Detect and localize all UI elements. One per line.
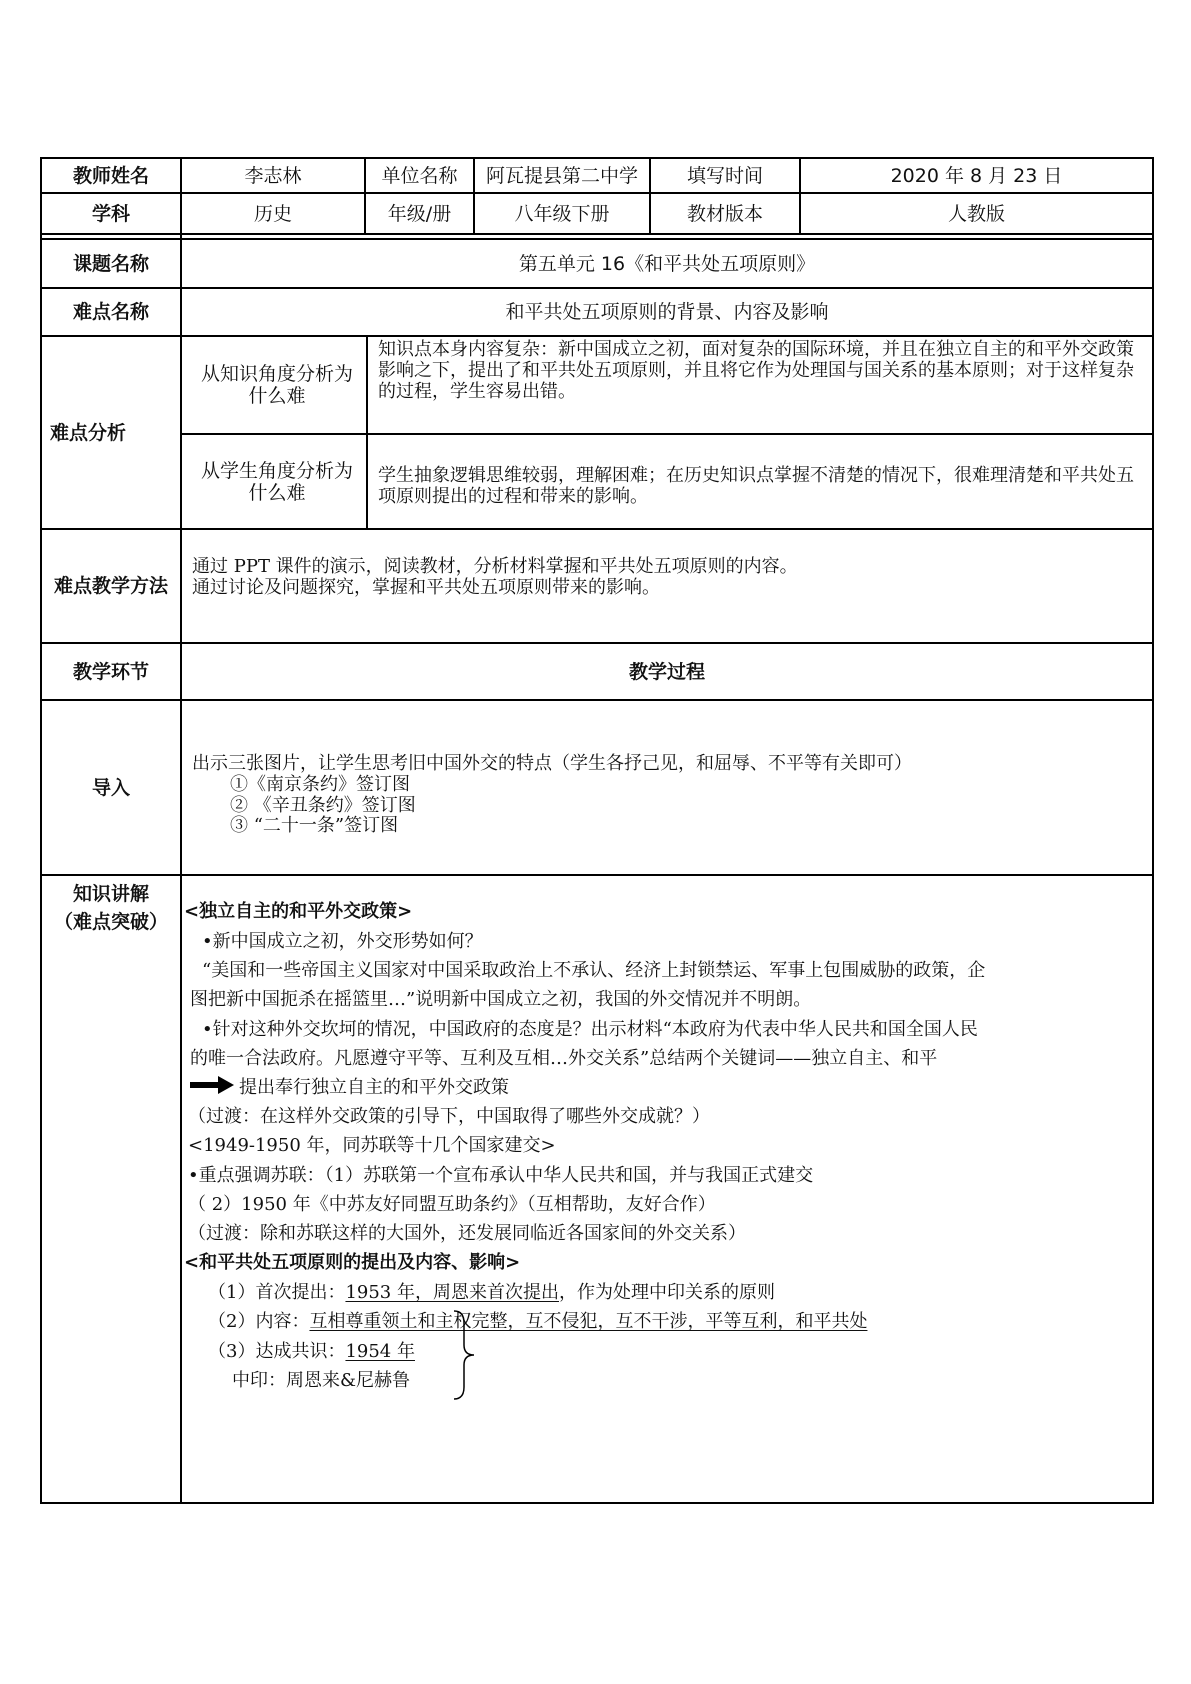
knowledge-angle-text: 知识点本身内容复杂：新中国成立之初，面对复杂的国际环境，并且在独立自主的和平外交政策影响之下，提出了和平共处五项原则，并且将它作为处理国与国关系的基本原则；对于这样复杂的过程，学生容易出错。 bbox=[378, 339, 1134, 402]
analysis-label: 难点分析 bbox=[50, 421, 127, 444]
principle-point-2 bbox=[208, 1307, 867, 1333]
brace-icon bbox=[452, 1309, 476, 1401]
principle-point-4: 中印：周恩来&尼赫鲁 bbox=[232, 1370, 411, 1391]
principle-point-2-underlined: 互相尊重领土和主权完整，互不侵犯，互不干涉，平等互利，和平共处 bbox=[309, 1311, 868, 1332]
right-arrow-icon bbox=[190, 1076, 234, 1094]
table-border bbox=[42, 874, 1152, 876]
quote-line-1: “美国和一些帝国主义国家对中国采取政治上不承认、经济上封锁禁运、军事上包围威胁的政策，企 bbox=[202, 960, 986, 981]
transition-1: （过渡：在这样外交政策的引导下，中国取得了哪些外交成就？） bbox=[188, 1106, 710, 1127]
student-angle-text: 学生抽象逻辑思维较弱，理解困难；在历史知识点掌握不清楚的情况下，很难理清楚和平共处五项原则提出的过程和带来的影响。 bbox=[378, 465, 1134, 507]
grade-value: 八年级下册 bbox=[514, 202, 610, 225]
section-heading-independent-policy: <独立自主的和平外交政策> bbox=[184, 901, 413, 922]
principle-point-3-prefix: （3）达成共识： bbox=[208, 1341, 346, 1362]
teacher-label: 教师姓名 bbox=[72, 164, 149, 187]
question-government-attitude-line-2: 的唯一合法政府。凡愿遵守平等、互利及互相…外交关系”总结两个关键词——独立自主、和平 bbox=[190, 1048, 938, 1069]
transition-2: （过渡：除和苏联这样的大国外，还发展同临近各国家间的外交关系） bbox=[188, 1223, 746, 1244]
lecture-label-line-1: 知识讲解 bbox=[72, 883, 149, 905]
teacher-value: 李志林 bbox=[244, 164, 302, 187]
difficulty-label: 难点名称 bbox=[72, 301, 149, 323]
intro-item-1: ①《南京条约》签订图 bbox=[230, 774, 410, 795]
topic-value: 第五单元 16《和平共处五项原则》 bbox=[518, 252, 816, 275]
section-heading-five-principles: <和平共处五项原则的提出及内容、影响> bbox=[184, 1252, 521, 1273]
question-diplomatic-situation: •新中国成立之初，外交形势如何？ bbox=[202, 931, 483, 952]
subject-value: 历史 bbox=[253, 202, 292, 225]
edition-value: 人教版 bbox=[947, 202, 1005, 225]
soviet-point-2: （ 2）1950 年《中苏友好同盟互助条约》（互相帮助，友好合作） bbox=[188, 1194, 716, 1215]
table-border bbox=[42, 699, 1152, 701]
section-heading-1949: <1949-1950 年，同苏联等十几个国家建交> bbox=[188, 1135, 556, 1156]
date-value: 2020 年 8 月 23 日 bbox=[890, 164, 1063, 187]
edition-label: 教材版本 bbox=[686, 202, 763, 225]
date-label: 填写时间 bbox=[686, 164, 763, 187]
question-government-attitude-line-1: •针对这种外交坎坷的情况，中国政府的态度是？出示材料“本政府为代表中华人民共和国全国人民 bbox=[202, 1019, 978, 1040]
process-header-label: 教学环节 bbox=[72, 660, 149, 683]
principle-point-2-prefix: （2）内容： bbox=[208, 1311, 310, 1332]
intro-line-1: 出示三张图片，让学生思考旧中国外交的特点（学生各抒己见，和屈辱、不平等有关即可） bbox=[192, 753, 912, 774]
lesson-plan-table bbox=[40, 157, 1154, 1504]
subject-label: 学科 bbox=[91, 202, 130, 225]
topic-label: 课题名称 bbox=[72, 252, 149, 275]
unit-label: 单位名称 bbox=[381, 164, 458, 187]
method-label: 难点教学方法 bbox=[53, 575, 168, 597]
principle-point-1-prefix: （1）首次提出： bbox=[208, 1282, 346, 1303]
grade-label: 年级/册 bbox=[387, 202, 452, 225]
policy-conclusion: 提出奉行独立自主的和平外交政策 bbox=[239, 1077, 509, 1098]
quote-line-2: 图把新中国扼杀在摇篮里…”说明新中国成立之初，我国的外交情况并不明朗。 bbox=[190, 989, 812, 1010]
table-border bbox=[42, 528, 1152, 530]
table-border bbox=[180, 159, 182, 1504]
table-border bbox=[42, 233, 1152, 235]
method-line-1: 通过 PPT 课件的演示，阅读教材，分析材料掌握和平共处五项原则的内容。 bbox=[192, 556, 798, 577]
student-angle-label: 从学生角度分析为什么难 bbox=[200, 459, 353, 504]
difficulty-value: 和平共处五项原则的背景、内容及影响 bbox=[505, 301, 829, 323]
lecture-label-line-2: （难点突破） bbox=[53, 911, 168, 933]
knowledge-angle-label: 从知识角度分析为什么难 bbox=[200, 363, 353, 407]
method-line-2: 通过讨论及问题探究，掌握和平共处五项原则带来的影响。 bbox=[192, 577, 660, 598]
unit-value: 阿瓦提县第二中学 bbox=[485, 164, 638, 187]
principle-point-1-suffix: ，作为处理中印关系的原则 bbox=[558, 1282, 775, 1303]
principle-point-3 bbox=[208, 1337, 415, 1363]
intro-item-2: ② 《辛丑条约》签订图 bbox=[230, 795, 416, 816]
intro-item-3: ③ “二十一条”签订图 bbox=[230, 815, 399, 836]
principle-point-1-underlined: 1953 年，周恩来首次提出 bbox=[345, 1282, 559, 1303]
process-header-value: 教学过程 bbox=[628, 660, 705, 683]
principle-point-1 bbox=[208, 1278, 775, 1304]
principle-point-3-underlined: 1954 年 bbox=[345, 1341, 415, 1362]
soviet-point-1: •重点强调苏联：（1）苏联第一个宣布承认中华人民共和国，并与我国正式建交 bbox=[188, 1165, 814, 1186]
intro-label: 导入 bbox=[91, 776, 130, 799]
